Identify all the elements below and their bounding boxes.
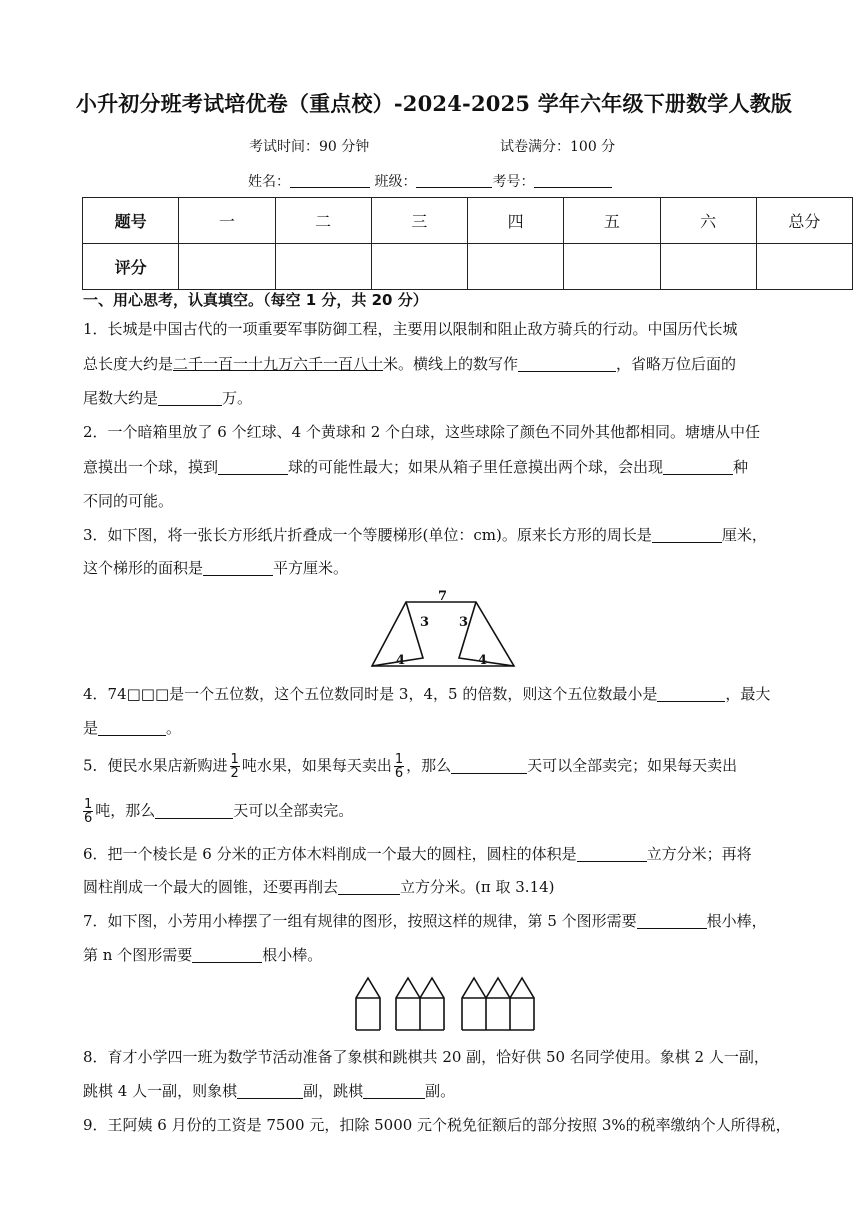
q6-blank-1[interactable] bbox=[577, 845, 647, 862]
q7-line-1 bbox=[83, 910, 767, 931]
q5-text: ，那么 bbox=[406, 756, 452, 775]
pattern-1-houses bbox=[356, 978, 380, 1030]
label-bottom-left: 4 bbox=[396, 653, 406, 668]
score-cell[interactable] bbox=[371, 244, 467, 290]
score-col: 五 bbox=[564, 198, 660, 244]
q8-line-1: 8．育才小学四一班为数学节活动准备了象棋和跳棋共 20 副，恰好供 50 名同学使用。象棋 2 人一副， bbox=[83, 1048, 769, 1066]
score-cell[interactable] bbox=[660, 244, 756, 290]
q2-blank-1[interactable] bbox=[218, 458, 288, 475]
class-blank[interactable] bbox=[416, 173, 492, 188]
q1-line-1: 1．长城是中国古代的一项重要军事防御工程，主要用以限制和阻止敌方骑兵的行动。中国历代长城 bbox=[83, 320, 738, 338]
q5-text: 天可以全部卖完；如果每天卖出 bbox=[527, 756, 738, 775]
q7-text: 7．如下图，小芳用小棒摆了一组有规律的图形，按照这样的规律，第 5 个图形需要 bbox=[83, 912, 637, 930]
fraction bbox=[230, 753, 240, 780]
q4-line-2 bbox=[83, 717, 181, 738]
score-col: 四 bbox=[468, 198, 564, 244]
q3-blank-1[interactable] bbox=[652, 526, 722, 543]
matchstick-pattern-figure bbox=[350, 972, 540, 1034]
q2-line-2 bbox=[83, 456, 748, 477]
score-table bbox=[82, 197, 853, 290]
exam-time: 考试时间：90 分钟 bbox=[249, 139, 370, 155]
fraction-numerator: 1 bbox=[84, 797, 93, 812]
name-blank[interactable] bbox=[290, 173, 370, 188]
trapezoid-outline bbox=[372, 602, 514, 666]
score-col: 三 bbox=[371, 198, 467, 244]
fraction-numerator: 1 bbox=[394, 752, 404, 767]
q1-line-3 bbox=[83, 387, 252, 408]
class-label: 班级： bbox=[374, 174, 417, 190]
q3-blank-2[interactable] bbox=[203, 559, 273, 576]
q7-blank-1[interactable] bbox=[637, 912, 707, 929]
score-cell[interactable] bbox=[179, 244, 275, 290]
q1-underlined-number: 二千一百一十九万六千一百八十 bbox=[173, 355, 384, 373]
q4-blank-2[interactable] bbox=[98, 719, 166, 736]
q7-text: 根小棒。 bbox=[262, 946, 323, 964]
score-cell[interactable] bbox=[564, 244, 660, 290]
q7-blank-2[interactable] bbox=[192, 946, 262, 963]
q5-line-2 bbox=[83, 798, 353, 825]
q8-blank-1[interactable] bbox=[237, 1082, 303, 1099]
q1-blank-2[interactable] bbox=[158, 389, 222, 406]
q4-blank-1[interactable] bbox=[657, 685, 725, 702]
q1-text: 总长度大约是 bbox=[83, 355, 174, 373]
q6-text: 6．把一个棱长是 6 分米的正方体木料削成一个最大的圆柱，圆柱的体积是 bbox=[83, 845, 577, 863]
q8-line-2 bbox=[83, 1080, 455, 1101]
q6-line-2 bbox=[83, 876, 555, 897]
q1-line-2 bbox=[83, 353, 736, 374]
q2-text: 球的可能性最大；如果从箱子里任意摸出两个球，会出现 bbox=[288, 458, 664, 476]
score-col: 二 bbox=[275, 198, 371, 244]
score-col: 六 bbox=[660, 198, 756, 244]
q2-line-3: 不同的可能。 bbox=[83, 492, 174, 510]
q4-text: 4．74□□□是一个五位数，这个五位数同时是 3，4，5 的倍数，则这个五位数最小是 bbox=[83, 685, 658, 703]
score-table-score-row bbox=[83, 244, 853, 290]
score-row-label: 评分 bbox=[83, 244, 179, 290]
q6-text: 立方分米。(π 取 3.14) bbox=[400, 878, 555, 896]
q8-text: 副。 bbox=[425, 1082, 456, 1100]
q3-text: 平方厘米。 bbox=[273, 559, 349, 577]
name-label: 姓名： bbox=[248, 174, 290, 190]
page-title: 小升初分班考试培优卷（重点校）-2024-2025 学年六年级下册数学人教版 bbox=[75, 91, 793, 116]
fraction bbox=[83, 798, 93, 825]
q2-text: 种 bbox=[733, 458, 749, 476]
q5-text: 5．便民水果店新购进 bbox=[83, 756, 228, 775]
q1-text: 尾数大约是 bbox=[83, 389, 159, 407]
q5-text: 天可以全部卖完。 bbox=[233, 801, 354, 820]
label-bottom-right: 4 bbox=[478, 653, 488, 668]
q5-blank-2[interactable] bbox=[155, 802, 233, 819]
q9-line-1: 9．王阿姨 6 月份的工资是 7500 元，扣除 5000 元个税免征额后的部分按照 3%的税率缴纳个人所得税， bbox=[83, 1116, 791, 1134]
q8-text: 跳棋 4 人一副，则象棋 bbox=[83, 1082, 238, 1100]
q4-text: ，最大 bbox=[725, 685, 771, 703]
q3-text: 3．如下图，将一张长方形纸片折叠成一个等腰梯形(单位：cm)。原来长方形的周长是 bbox=[83, 526, 652, 544]
q1-text: 万。 bbox=[222, 389, 253, 407]
q6-blank-2[interactable] bbox=[338, 878, 400, 895]
score-table-header-row bbox=[83, 198, 853, 244]
score-cell[interactable] bbox=[468, 244, 564, 290]
q7-line-2 bbox=[83, 944, 322, 965]
label-left-fold: 3 bbox=[420, 615, 430, 630]
label-right-fold: 3 bbox=[459, 615, 469, 630]
section-1-heading: 一、用心思考，认真填空。（每空 1 分，共 20 分） bbox=[83, 291, 428, 309]
q5-line-1 bbox=[83, 753, 737, 780]
score-cell[interactable] bbox=[275, 244, 371, 290]
q1-text: ，省略万位后面的 bbox=[616, 355, 737, 373]
student-info-row bbox=[248, 171, 612, 191]
q1-text: 米。横线上的数写作 bbox=[383, 355, 519, 373]
q8-text: 副，跳棋 bbox=[303, 1082, 364, 1100]
q3-text: 这个梯形的面积是 bbox=[83, 559, 204, 577]
q6-line-1 bbox=[83, 843, 752, 864]
score-col: 总分 bbox=[756, 198, 852, 244]
id-label: 考号： bbox=[492, 174, 535, 190]
score-col: 一 bbox=[179, 198, 275, 244]
full-score: 试卷满分：100 分 bbox=[500, 139, 616, 155]
pattern-2-houses bbox=[396, 978, 444, 1030]
fraction bbox=[394, 753, 404, 780]
q2-text: 意摸出一个球，摸到 bbox=[83, 458, 219, 476]
fraction-numerator: 1 bbox=[230, 752, 239, 767]
q2-line-1: 2．一个暗箱里放了 6 个红球、4 个黄球和 2 个白球，这些球除了颜色不同外其他都相同。塘塘从中任 bbox=[83, 423, 761, 441]
q6-text: 圆柱削成一个最大的圆锥，还要再削去 bbox=[83, 878, 339, 896]
q4-text: 是 bbox=[83, 719, 99, 737]
q5-text: 吨，那么 bbox=[95, 801, 156, 820]
id-blank[interactable] bbox=[534, 173, 612, 188]
q4-line-1 bbox=[83, 683, 770, 704]
q3-text: 厘米， bbox=[721, 526, 767, 544]
score-header-label: 题号 bbox=[83, 198, 179, 244]
q3-line-2 bbox=[83, 557, 348, 578]
trapezoid-figure bbox=[368, 588, 518, 670]
pattern-3-houses bbox=[462, 978, 534, 1030]
q8-blank-2[interactable] bbox=[363, 1082, 425, 1099]
q1-blank-1[interactable] bbox=[518, 355, 616, 372]
q7-text: 第 n 个图形需要 bbox=[83, 946, 193, 964]
q6-text: 立方分米；再将 bbox=[646, 845, 752, 863]
score-cell[interactable] bbox=[756, 244, 852, 290]
q5-blank-1[interactable] bbox=[451, 757, 527, 774]
q4-text: 。 bbox=[166, 719, 182, 737]
q2-blank-2[interactable] bbox=[663, 458, 733, 475]
q3-line-1 bbox=[83, 524, 767, 545]
label-top: 7 bbox=[438, 589, 448, 604]
fraction-denominator: 2 bbox=[230, 766, 239, 781]
fraction-denominator: 6 bbox=[84, 811, 93, 826]
q5-text: 吨水果，如果每天卖出 bbox=[241, 756, 392, 775]
q7-text: 根小棒， bbox=[706, 912, 767, 930]
fraction-denominator: 6 bbox=[394, 766, 404, 781]
